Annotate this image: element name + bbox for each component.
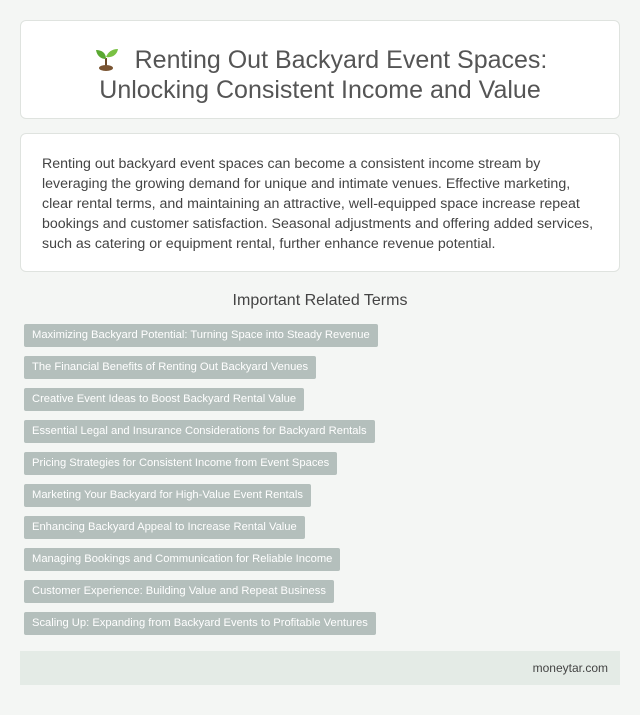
related-term-tag[interactable]: Essential Legal and Insurance Considerations for Backyard Rentals: [24, 420, 375, 443]
related-term-tag[interactable]: The Financial Benefits of Renting Out Backyard Venues: [24, 356, 316, 379]
title-wrap: [21, 44, 619, 105]
summary-text: Renting out backyard event spaces can become a consistent income stream by leveraging the growing demand for unique and intimate venues. Effective marketing, clear rental terms, and maintaining an attractive, well-equipped space increase repeat bookings and customer satisfaction. Seasonal adjustments and offering added services, such as catering or equipment rental, further enhance revenue potential.: [42, 156, 594, 252]
page-title: [45, 44, 595, 105]
related-term-tag[interactable]: Scaling Up: Expanding from Backyard Events to Profitable Ventures: [24, 612, 376, 635]
footer: [20, 651, 620, 685]
title-card: [20, 20, 620, 119]
page-title-text: Renting Out Backyard Event Spaces: Unlocking Consistent Income and Value: [99, 46, 548, 104]
related-term-tag[interactable]: Enhancing Backyard Appeal to Increase Rental Value: [24, 516, 305, 539]
summary-card: [20, 133, 620, 272]
related-term-tag[interactable]: Creative Event Ideas to Boost Backyard Rental Value: [24, 388, 304, 411]
related-term-tag[interactable]: Managing Bookings and Communication for Reliable Income: [24, 548, 340, 571]
footer-site[interactable]: moneytar.com: [532, 661, 608, 675]
related-term-tag[interactable]: Marketing Your Backyard for High-Value Event Rentals: [24, 484, 311, 507]
related-term-tag[interactable]: Maximizing Backyard Potential: Turning Space into Steady Revenue: [24, 324, 378, 347]
related-term-tag[interactable]: Customer Experience: Building Value and Repeat Business: [24, 580, 334, 603]
sprout-icon: [93, 44, 121, 72]
related-term-tag[interactable]: Pricing Strategies for Consistent Income from Event Spaces: [24, 452, 337, 475]
related-terms-heading: Important Related Terms: [232, 292, 408, 309]
